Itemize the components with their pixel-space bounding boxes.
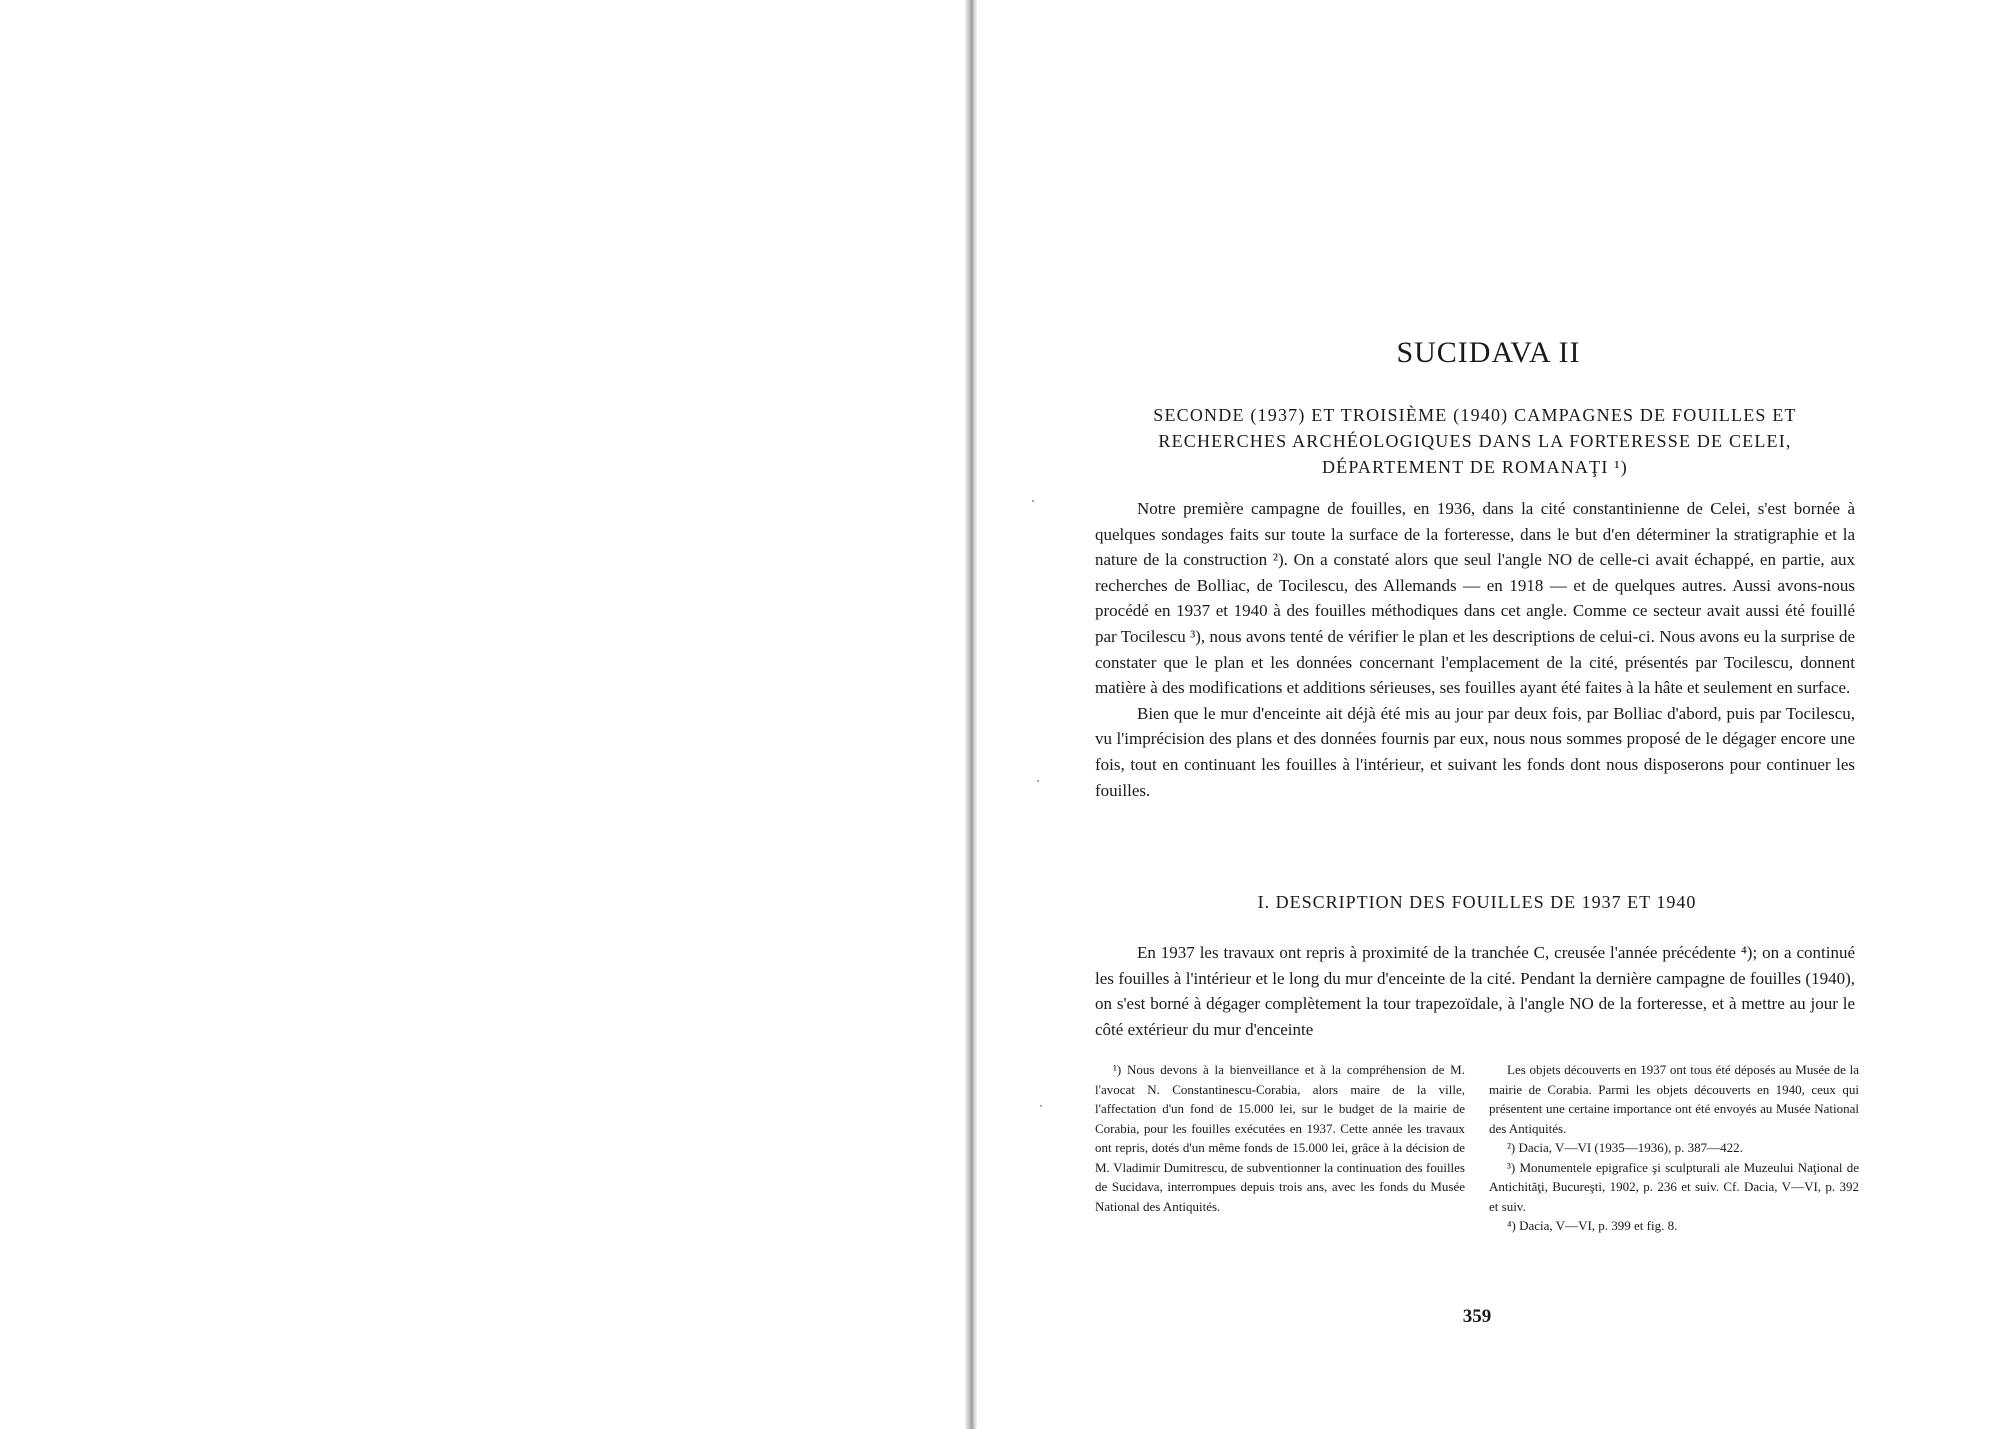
book-gutter [965,0,977,1429]
footnote: ¹) Nous devons à la bienveillance et à la compréhension de M. l'avocat N. Constantinescu-Corabia, alors maire de la ville, l'affectation d'un fond de 15.000 lei, sur le budget de la mairie de Corabia, pour les fouilles exécutées en 1937. Cette année les travaux ont repris, dotés d'un même fonds de 15.000 lei, grâce à la décision de M. Vladimir Dumitrescu, de subventionner la continuation des fouilles de Sucidava, interrompues depuis trois ans, avec les fonds du Musée National des Antiquités. [1095,1062,1465,1214]
article-title: SUCIDAVA II [1396,336,1581,369]
section-heading: I. DESCRIPTION DES FOUILLES DE 1937 ET 1940 [1257,892,1697,912]
footnote: ³) Monumentele epigrafice şi sculpturali ale Muzeului Naţional de Antichităţi, Bucureşti, 1902, p. 236 et suiv. Cf. Dacia, V—VI, p. 392 et suiv. [1489,1159,1859,1214]
paragraph: Bien que le mur d'enceinte ait déjà été mis au jour par deux fois, par Bolliac d'abord, puis par Tocilescu, vu l'imprécision des plans et des données fournis par eux, nous nous sommes proposé de le dégager encore une fois, tout en continuant les fouilles à l'intérieur, et suivant les fonds dont nous disposerons pour continuer les fouilles. [1095,703,1855,800]
paper-speck [1040,1105,1042,1107]
paragraph: En 1937 les travaux ont repris à proximité de la tranchée C, creusée l'année précédente ⁴); on a continué les fouilles à l'intérieur et le long du mur d'enceinte de la cité. Pendant la dernière campagne de fouilles (1940), on s'est borné à dégager complètement la tour trapezoïdale, à l'angle NO de la forteresse, et à mettre au jour le côté extérieur du mur d'enceinte [1095,943,1855,1039]
paper-speck [1032,500,1034,502]
article-subtitle: SECONDE (1937) ET TROISIÈME (1940) CAMPAGNES DE FOUILLES ET RECHERCHES ARCHÉOLOGIQUES DANS LA FORTERESSE DE CELEI, DÉPARTEMENT DE ROMANAŢI ¹) [1153,405,1797,477]
footnote: Les objets découverts en 1937 ont tous été déposés au Musée de la mairie de Corabia. Parmi les objets découverts en 1940, ceux qui présentent une certaine importance ont été envoyés au Musée National des Antiquités. [1489,1062,1859,1136]
footnote: ⁴) Dacia, V—VI, p. 399 et fig. 8. [1507,1218,1678,1233]
footnote: ²) Dacia, V—VI (1935—1936), p. 387—422. [1507,1140,1743,1155]
page-number: 359 [1462,1306,1492,1327]
right-page [977,0,2000,1429]
section-text [1095,940,1855,1042]
footnotes-right-column [1489,1060,1859,1236]
paper-speck [1037,780,1039,782]
intro-text [1095,496,1855,803]
left-page-blank [0,0,965,1429]
footnotes-left-column [1095,1060,1465,1216]
paragraph: Notre première campagne de fouilles, en 1936, dans la cité constantinienne de Celei, s'est bornée à quelques sondages faits sur toute la surface de la forteresse, dans le but d'en déterminer la stratigraphie et la nature de la construction ²). On a constaté alors que seul l'angle NO de celle-ci avait échappé, en partie, aux recherches de Bolliac, de Tocilescu, des Allemands — en 1918 — et de quelques autres. Aussi avons-nous procédé en 1937 et 1940 à des fouilles méthodiques dans cet angle. Comme ce secteur avait aussi été fouillé par Tocilescu ³), nous avons tenté de vérifier le plan et les descriptions de celui-ci. Nous avons eu la surprise de constater que le plan et les données concernant l'emplacement de la cité, présentés par Tocilescu, donnent matière à des modifications et additions sérieuses, ses fouilles ayant été faites à la hâte et seulement en surface. [1095,499,1855,698]
